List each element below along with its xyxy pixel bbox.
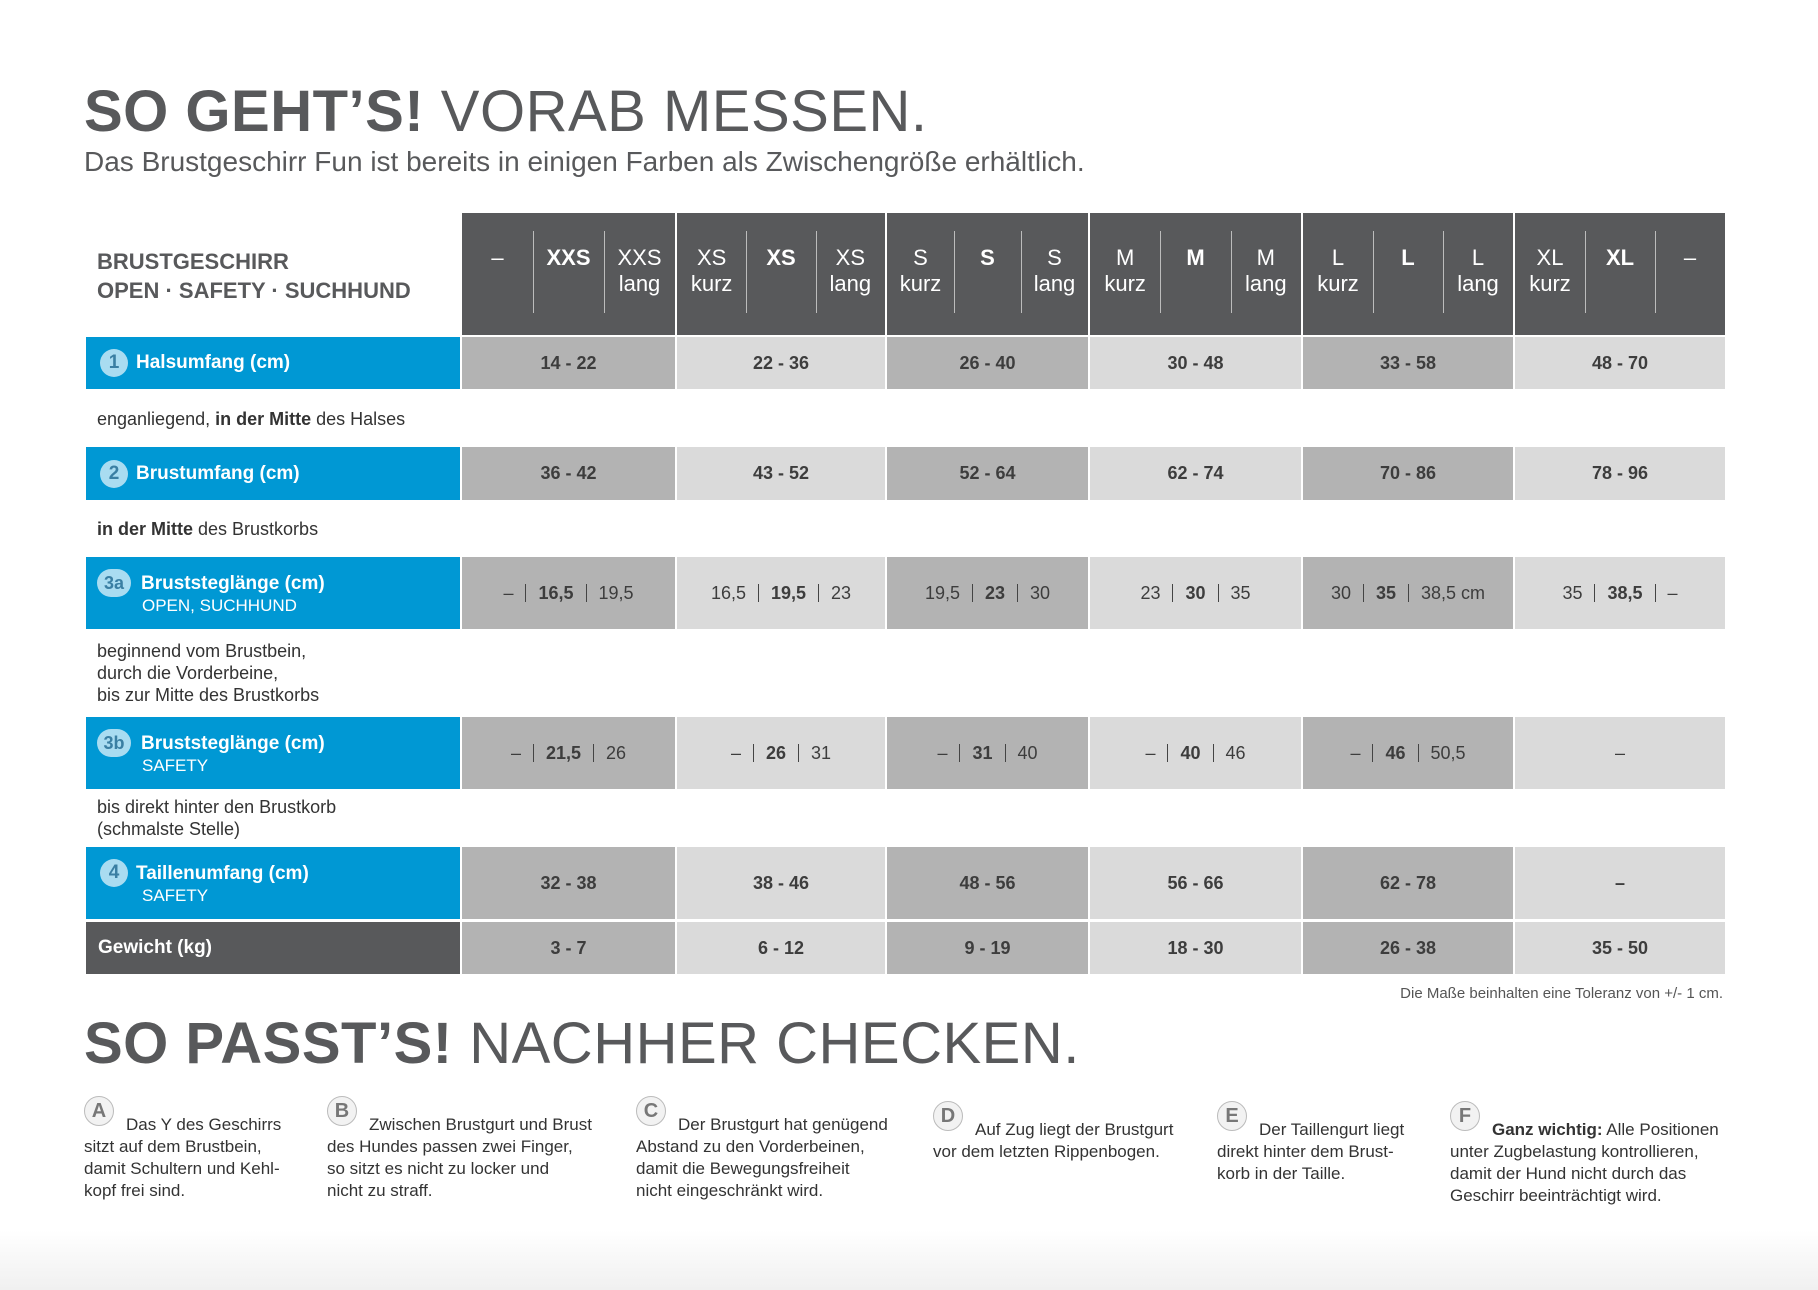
- value-text: 22 - 36: [752, 352, 810, 373]
- value-text: 26 - 40: [959, 352, 1016, 373]
- value-text: 62 - 78: [1379, 872, 1437, 893]
- check-text: [327, 1096, 592, 1202]
- size-code: XS: [696, 245, 727, 270]
- value-cell: [1515, 847, 1725, 919]
- value-cell: [677, 922, 885, 974]
- check-line-text: Alle Positionen: [1602, 1120, 1719, 1139]
- separator-bar: [1418, 744, 1419, 762]
- value-part: 16,5: [710, 582, 746, 603]
- size-group: [887, 213, 1088, 335]
- value-cell: [462, 847, 675, 919]
- size-group: [462, 213, 675, 335]
- value-cell: [1090, 337, 1301, 389]
- check-line: Geschirr beeinträchtigt wird.: [1450, 1186, 1662, 1205]
- description-line: (schmalste Stelle): [97, 819, 241, 839]
- size-variant: lang: [1033, 271, 1076, 296]
- separator-bar: [1017, 584, 1018, 602]
- value-part: 38,5 cm: [1421, 582, 1486, 603]
- value-cell: [677, 847, 885, 919]
- row-number-badge: 4: [100, 859, 128, 887]
- row-label-steg_a: [86, 557, 460, 629]
- separator-bar: [959, 744, 960, 762]
- size-header-cell: [1090, 213, 1160, 335]
- check-item-a: [84, 1096, 281, 1202]
- value-cell: [1090, 847, 1301, 919]
- size-code: XXS: [546, 245, 591, 270]
- value-part: 50,5: [1430, 742, 1466, 763]
- size-variant: kurz: [690, 271, 733, 296]
- value-cell: [1515, 337, 1725, 389]
- row-description-brust: [97, 518, 318, 540]
- separator-bar: [1372, 744, 1373, 762]
- value-cell: [677, 447, 885, 500]
- title2-bold: SO PASST’S!: [84, 1011, 453, 1076]
- check-badge: A: [84, 1096, 114, 1126]
- separator-bar: [1167, 744, 1168, 762]
- row-label-steg_b: [86, 717, 460, 789]
- size-code: L: [1471, 245, 1485, 270]
- subtitle: Das Brustgeschirr Fun ist bereits in einigen Farben als Zwischengröße erhältlich.: [84, 146, 1085, 177]
- value-cell: [1090, 557, 1301, 629]
- value-part: 46: [1385, 742, 1406, 763]
- check-line: Auf Zug liegt der Brustgurt: [975, 1120, 1174, 1139]
- value-cell: [462, 337, 675, 389]
- size-header-cell: [677, 213, 746, 335]
- row-label-text: Gewicht (kg): [98, 937, 213, 958]
- separator-bar: [1408, 584, 1409, 602]
- value-text: 48 - 56: [959, 872, 1016, 893]
- check-line: des Hundes passen zwei Finger,: [327, 1137, 573, 1156]
- size-variant: kurz: [1529, 271, 1571, 296]
- value-text: 56 - 66: [1167, 872, 1224, 893]
- row-label-text: Taillenumfang (cm): [136, 863, 309, 884]
- size-variant: lang: [618, 271, 661, 296]
- size-header-cell: [1231, 213, 1301, 335]
- size-header-cell: [1443, 213, 1513, 335]
- size-variant: lang: [1457, 271, 1499, 296]
- check-line: vor dem letzten Rippenbogen.: [933, 1142, 1160, 1161]
- description-line: durch die Vorderbeine,: [97, 663, 279, 683]
- value-cell: [1515, 447, 1725, 500]
- check-line: Der Taillengurt liegt: [1259, 1120, 1405, 1139]
- value-part: 35: [1375, 582, 1397, 603]
- value-part: 35: [1562, 582, 1583, 603]
- size-header-cell: [1303, 213, 1373, 335]
- value-cell: [887, 557, 1088, 629]
- value-cell: [1515, 717, 1725, 789]
- size-code: L: [1331, 245, 1345, 270]
- value-part: 23: [984, 582, 1006, 603]
- value-cell: [462, 447, 675, 500]
- check-badge: E: [1217, 1101, 1247, 1131]
- check-item-b: [327, 1096, 592, 1202]
- value-text: –: [1614, 872, 1625, 893]
- size-variant: lang: [1245, 271, 1287, 296]
- check-bold: Ganz wichtig:: [1492, 1120, 1603, 1139]
- value-text: 18 - 30: [1167, 937, 1224, 958]
- value-text: 35 - 50: [1591, 937, 1649, 958]
- check-badge: B: [327, 1096, 357, 1126]
- size-variant: lang: [829, 271, 872, 296]
- value-cell: [887, 717, 1088, 789]
- check-line: Abstand zu den Vorderbeinen,: [636, 1137, 865, 1156]
- row-label-brust: [86, 447, 460, 500]
- check-line: Das Y des Geschirrs: [126, 1115, 282, 1134]
- size-code: XXS: [617, 245, 662, 270]
- value-cell: [1303, 922, 1513, 974]
- size-code: M: [1186, 245, 1205, 270]
- size-group: [1303, 213, 1513, 335]
- value-cell: [1515, 922, 1725, 974]
- size-header-cell: [816, 213, 885, 335]
- value-text: 48 - 70: [1591, 352, 1649, 373]
- check-text: [636, 1096, 888, 1202]
- value-cell: [1090, 922, 1301, 974]
- separator-bar: [533, 744, 534, 762]
- size-code: L: [1401, 245, 1415, 270]
- size-code: –: [1683, 245, 1697, 270]
- separator-bar: [1005, 744, 1006, 762]
- value-part: 30: [1030, 582, 1051, 603]
- value-part: –: [1667, 582, 1678, 603]
- title2-light: NACHHER CHECKEN.: [469, 1011, 1080, 1076]
- check-badge: C: [636, 1096, 666, 1126]
- value-cell: [1303, 557, 1513, 629]
- value-text: 26 - 38: [1379, 937, 1437, 958]
- size-code: M: [1116, 245, 1135, 270]
- value-part: 31: [811, 742, 832, 763]
- check-item-e: [1217, 1101, 1404, 1185]
- size-header-cell: [462, 213, 533, 335]
- value-cell: [462, 717, 675, 789]
- value-text: 78 - 96: [1591, 463, 1649, 483]
- size-code: S: [980, 245, 995, 270]
- size-header-cell: [604, 213, 675, 335]
- value-part: 26: [606, 742, 627, 763]
- value-cell: [462, 922, 675, 974]
- check-line: kopf frei sind.: [84, 1181, 186, 1200]
- separator-bar: [1655, 584, 1656, 602]
- value-part: 26: [765, 742, 786, 763]
- separator-bar: [758, 584, 759, 602]
- size-variant: kurz: [1104, 271, 1146, 296]
- value-text: 32 - 38: [540, 872, 597, 893]
- value-text: 38 - 46: [752, 872, 810, 893]
- value-part: –: [1145, 742, 1156, 763]
- description-line: bis zur Mitte des Brustkorbs: [97, 685, 320, 705]
- check-line: sitzt auf dem Brustbein,: [84, 1137, 262, 1156]
- size-header-cell: [1655, 213, 1725, 335]
- row-label-text: Bruststeglänge (cm): [141, 733, 325, 754]
- separator-bar: [525, 584, 526, 602]
- check-line: Zwischen Brustgurt und Brust: [369, 1115, 592, 1134]
- value-cell: [887, 337, 1088, 389]
- separator-bar: [1172, 584, 1173, 602]
- row-sublabel-text: SAFETY: [142, 886, 209, 905]
- row-description: [97, 640, 319, 706]
- row-label-taille: [86, 847, 460, 919]
- value-cell: [1303, 447, 1513, 500]
- value-text: 9 - 19: [964, 937, 1011, 958]
- page-title: [84, 78, 928, 145]
- value-part: 35: [1230, 582, 1251, 603]
- check-line: so sitzt es nicht zu locker und: [327, 1159, 550, 1178]
- desc-plain: des Halses: [311, 409, 406, 429]
- value-part: 23: [831, 582, 852, 603]
- separator-bar: [593, 744, 594, 762]
- table-header-line2: OPEN · SAFETY · SUCHHUND: [97, 278, 411, 303]
- size-code: XL: [1605, 245, 1635, 270]
- row-label-text: Brustumfang (cm): [136, 462, 300, 484]
- value-text: 33 - 58: [1379, 352, 1437, 373]
- separator-bar: [818, 584, 819, 602]
- row-number-badge: 1: [100, 349, 128, 377]
- check-text: [933, 1101, 1173, 1163]
- check-line: direkt hinter dem Brust-: [1217, 1142, 1394, 1161]
- row-label-text: Bruststeglänge (cm): [141, 573, 325, 594]
- value-text: 70 - 86: [1379, 463, 1437, 483]
- value-text: 14 - 22: [540, 352, 597, 373]
- value-part: 30: [1185, 582, 1206, 603]
- title-light: VORAB MESSEN.: [440, 79, 928, 144]
- value-cell: [677, 557, 885, 629]
- value-cell: [887, 922, 1088, 974]
- value-part: 19,5: [598, 582, 634, 603]
- separator-bar: [1218, 584, 1219, 602]
- value-cell: [677, 717, 885, 789]
- page-bottom-edge: [0, 1230, 1818, 1290]
- value-part: –: [503, 582, 514, 603]
- value-part: 31: [972, 742, 993, 763]
- section-title-check: [84, 1010, 1080, 1077]
- separator-bar: [586, 584, 587, 602]
- size-code: XS: [766, 245, 796, 270]
- value-part: 40: [1180, 742, 1201, 763]
- value-cell: [887, 847, 1088, 919]
- size-code: XL: [1536, 245, 1564, 270]
- value-part: 19,5: [924, 582, 960, 603]
- size-header-cell: [1373, 213, 1443, 335]
- size-code: S: [1047, 245, 1062, 270]
- separator-bar: [972, 584, 973, 602]
- size-group: [1515, 213, 1725, 335]
- value-text: 30 - 48: [1167, 352, 1224, 373]
- value-cell: [1090, 447, 1301, 500]
- separator-bar: [1363, 584, 1364, 602]
- check-line: damit Schultern und Kehl-: [84, 1159, 280, 1178]
- size-header-cell: [1021, 213, 1088, 335]
- size-header-cell: [533, 213, 604, 335]
- value-text: 52 - 64: [959, 463, 1016, 483]
- desc-plain: des Brustkorbs: [193, 519, 319, 539]
- check-item-d: [933, 1101, 1173, 1163]
- check-badge: F: [1450, 1101, 1480, 1131]
- value-text: 62 - 74: [1167, 463, 1224, 483]
- value-part: 23: [1140, 582, 1161, 603]
- value-part: 16,5: [538, 582, 574, 603]
- title-bold: SO GEHT’S!: [84, 79, 425, 144]
- value-cell: [1303, 717, 1513, 789]
- value-part: 19,5: [770, 582, 807, 603]
- separator-bar: [1213, 744, 1214, 762]
- check-item-f: [1450, 1101, 1719, 1207]
- value-part: –: [1350, 742, 1361, 763]
- row-label-gewicht: [86, 922, 460, 974]
- value-part: –: [510, 742, 521, 763]
- check-line: Der Brustgurt hat genügend: [678, 1115, 888, 1134]
- row-number-badge: 3b: [97, 729, 131, 757]
- check-line: unter Zugbelastung kontrollieren,: [1450, 1142, 1699, 1161]
- desc-plain: enganliegend,: [97, 409, 216, 429]
- value-cell: [1303, 337, 1513, 389]
- value-part: –: [937, 742, 948, 763]
- size-header-cell: [954, 213, 1021, 335]
- value-text: –: [1614, 742, 1625, 763]
- row-description: [97, 796, 336, 840]
- row-number-badge: 3a: [97, 569, 131, 597]
- tolerance-note: Die Maße beinhalten eine Toleranz von +/- 1 cm.: [1400, 985, 1723, 1002]
- desc-bold: in der Mitte: [97, 519, 194, 539]
- value-cell: [462, 557, 675, 629]
- value-text: 36 - 42: [540, 463, 597, 483]
- size-code: S: [913, 245, 928, 270]
- row-sublabel-text: OPEN, SUCHHUND: [142, 596, 297, 615]
- check-line: damit der Hund nicht durch das: [1450, 1164, 1687, 1183]
- value-part: 21,5: [545, 742, 582, 763]
- check-line: nicht eingeschränkt wird.: [636, 1181, 824, 1200]
- value-part: 38,5: [1607, 582, 1643, 603]
- size-variant: kurz: [899, 271, 942, 296]
- value-part: –: [730, 742, 741, 763]
- desc-bold: in der Mitte: [215, 409, 312, 429]
- check-line: damit die Bewegungsfreiheit: [636, 1159, 850, 1178]
- size-code: –: [491, 245, 504, 270]
- check-line: nicht zu straff.: [327, 1181, 433, 1200]
- row-label-text: Halsumfang (cm): [136, 352, 291, 373]
- value-cell: [677, 337, 885, 389]
- check-line: korb in der Taille.: [1217, 1164, 1346, 1183]
- size-code: XS: [835, 245, 865, 270]
- value-part: 46: [1225, 742, 1246, 763]
- size-variant: kurz: [1317, 271, 1359, 296]
- size-group: [677, 213, 885, 335]
- check-badge: D: [933, 1101, 963, 1131]
- value-text: 3 - 7: [550, 937, 587, 958]
- row-sublabel-text: SAFETY: [142, 756, 209, 775]
- size-header-cell: [1515, 213, 1585, 335]
- value-part: 30: [1330, 582, 1351, 603]
- separator-bar: [753, 744, 754, 762]
- row-label-hals: [86, 337, 460, 389]
- size-code: M: [1256, 245, 1275, 270]
- check-text: [1450, 1101, 1719, 1207]
- size-group: [1090, 213, 1301, 335]
- value-cell: [1515, 557, 1725, 629]
- description-line: beginnend vom Brustbein,: [97, 641, 307, 661]
- size-header-cell: [1160, 213, 1230, 335]
- value-text: 6 - 12: [757, 937, 805, 958]
- row-description-hals: [97, 408, 405, 430]
- size-header-cell: [1585, 213, 1655, 335]
- value-cell: [1303, 847, 1513, 919]
- row-number-badge: 2: [100, 460, 128, 488]
- check-line: [1450, 1119, 1719, 1141]
- description-line: bis direkt hinter den Brustkorb: [97, 797, 337, 817]
- size-header-cell: [887, 213, 954, 335]
- value-cell: [887, 447, 1088, 500]
- value-cell: [1090, 717, 1301, 789]
- separator-bar: [1594, 584, 1595, 602]
- separator-bar: [798, 744, 799, 762]
- value-text: 43 - 52: [752, 463, 810, 483]
- table-header-line1: BRUSTGESCHIRR: [97, 249, 289, 274]
- value-part: 40: [1017, 742, 1038, 763]
- check-item-c: [636, 1096, 888, 1202]
- table-header-label: [97, 247, 411, 305]
- size-header-cell: [746, 213, 815, 335]
